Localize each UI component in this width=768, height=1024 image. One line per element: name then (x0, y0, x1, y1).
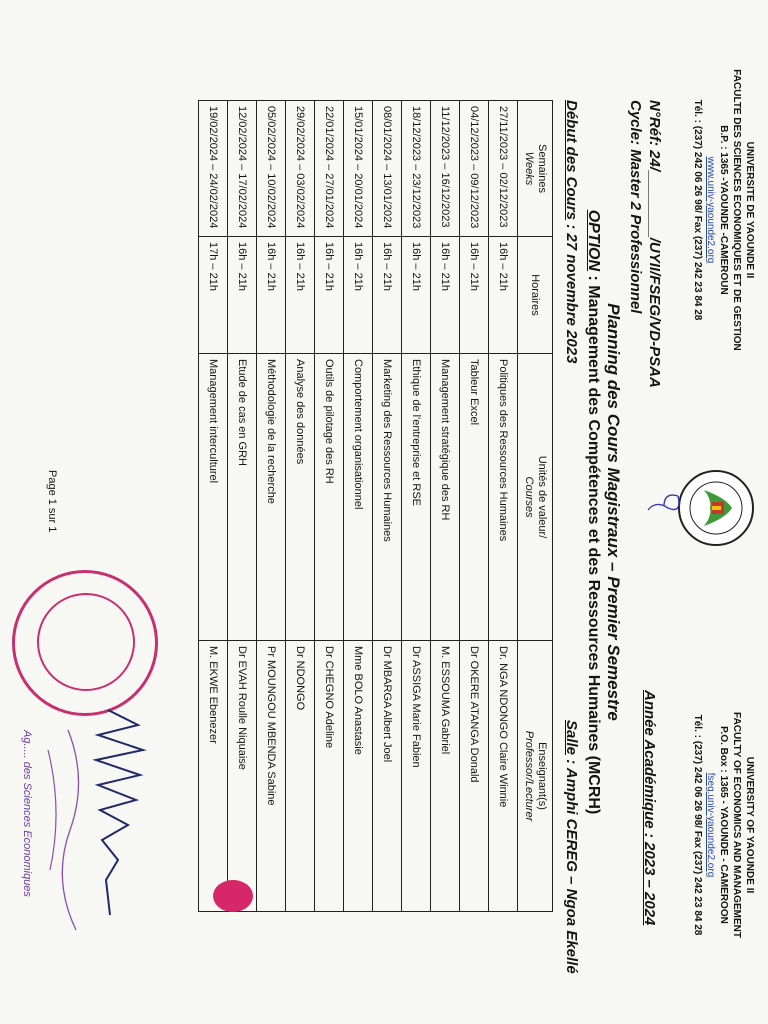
table-row (315, 101, 344, 912)
table-row (373, 101, 402, 912)
header-courses: Unités de valeur/ Courses (518, 354, 553, 641)
table-row (257, 101, 286, 912)
table-row (286, 101, 315, 912)
week-cell: 15/01/2024 – 20/01/2024 (344, 101, 373, 237)
table-row (402, 101, 431, 912)
option-value: : Management des Compétences et des Ressources Humaines (MCRH) (585, 271, 602, 815)
signature-caption: Ag..... des Sciences Economiques (21, 730, 33, 897)
lecturer-cell: Dr ASSIGA Marie Fabien (402, 641, 431, 912)
week-cell: 04/12/2023 – 09/12/2023 (460, 101, 489, 237)
start-line (563, 100, 580, 363)
phone-fr: Tél. : (237) 242 06 26 98/ Fax (237) 242 23 84 28 (692, 99, 703, 321)
university-logo (676, 468, 756, 548)
course-cell: Outils de pilotage des RH (315, 354, 344, 641)
course-cell: Tableur Excel (460, 354, 489, 641)
room-value: : Amphi CEREG – Ngoa Ekellé (563, 755, 580, 974)
hours-cell: 16h – 21h (489, 237, 518, 354)
option-line (584, 0, 602, 1024)
week-cell: 22/01/2024 – 27/01/2024 (315, 101, 344, 237)
table-row (199, 101, 228, 912)
lecturer-cell: Dr MBARGA Albert Joel (373, 641, 402, 912)
page-title: Planning des Cours Magistraux – Premier Semestre (604, 303, 623, 721)
week-cell: 18/12/2023 – 23/12/2023 (402, 101, 431, 237)
header-weeks: Semaines Weeks (518, 101, 553, 237)
page-number: Page 1 sur 1 (46, 470, 58, 533)
phone-en: Tél. : (237) 242 06 26 98/ Fax (237) 242 23 84 28 (692, 714, 703, 936)
faculty-en: FACULTY OF ECONOMICS AND MANAGEMENT (731, 712, 742, 938)
course-cell: Analyse des données (286, 354, 315, 641)
week-cell: 08/01/2024 – 13/01/2024 (373, 101, 402, 237)
hours-cell: 16h – 21h (373, 237, 402, 354)
course-cell: Marketing des Ressources Humaines (373, 354, 402, 641)
week-cell: 05/02/2024 – 10/02/2024 (257, 101, 286, 237)
lecturer-cell: Dr OKERE ATANGA Donald (460, 641, 489, 912)
hours-cell: 16h – 21h (431, 237, 460, 354)
table-row (228, 101, 257, 912)
signature (18, 700, 168, 960)
lecturer-cell: Mme BOLO Anastasie (344, 641, 373, 912)
start-label: Début des Cours (563, 100, 580, 221)
university-en: UNIVERSITY OF YAOUNDE II (744, 756, 755, 894)
hours-cell: 16h – 21h (257, 237, 286, 354)
ink-blot (213, 880, 253, 912)
start-value: : 27 novembre 2023 (563, 220, 580, 364)
table-row (489, 101, 518, 912)
week-cell: 12/02/2024 – 17/02/2024 (228, 101, 257, 237)
header-lecturer: Enseignant(s) Professor/Lecturer (518, 641, 553, 912)
course-cell: Méthodologie de la recherche (257, 354, 286, 641)
room-line (563, 720, 580, 974)
table-row (460, 101, 489, 912)
header-right (691, 660, 756, 990)
academic-year: Année Académique : 2023 – 2024 (641, 690, 658, 926)
lecturer-cell: M. EKWE Ebenezer (199, 641, 228, 912)
course-cell: Politiques des Ressources Humaines (489, 354, 518, 641)
table-row (431, 101, 460, 912)
course-cell: Management stratégique des RH (431, 354, 460, 641)
hours-cell: 16h – 21h (286, 237, 315, 354)
address-fr: B.P. : 1365 -YAOUNDE -CAMEROUN (718, 125, 729, 295)
reference-number: N°Réf: 24/________/UYII/FSEG/VD-PSAA (646, 100, 663, 388)
week-cell: 29/02/2024 – 03/02/2024 (286, 101, 315, 237)
option-label: OPTION (585, 209, 602, 272)
header-left (691, 60, 756, 360)
pen-mark (644, 488, 684, 518)
stamp-inner-ring (37, 593, 135, 691)
lecturer-cell: Dr. NGA NDONGO Claire Winnie (489, 641, 518, 912)
course-cell: Etude de cas en GRH (228, 354, 257, 641)
week-cell: 27/11/2023 – 02/12/2023 (489, 101, 518, 237)
hours-cell: 16h – 21h (315, 237, 344, 354)
lecturer-cell: Pr MOUNGOU MBENDA Sabine (257, 641, 286, 912)
website-link-en[interactable]: fseg.univ-yaounde2.org (705, 772, 716, 878)
university-fr: UNIVERSITE DE YAOUNDE II (744, 141, 755, 279)
schedule-table (198, 100, 553, 912)
official-stamp (12, 570, 158, 716)
hours-cell: 16h – 21h (344, 237, 373, 354)
hours-cell: 16h – 21h (460, 237, 489, 354)
header-hours: Horaires (518, 237, 553, 354)
table-header-row (518, 101, 553, 912)
week-cell: 11/12/2023 – 16/12/2023 (431, 101, 460, 237)
week-cell: 19/02/2024 – 24/02/2024 (199, 101, 228, 237)
course-cell: Management interculturel (199, 354, 228, 641)
table-row (344, 101, 373, 912)
course-cell: Comportement organisationnel (344, 354, 373, 641)
hours-cell: 17h – 21h (199, 237, 228, 354)
lecturer-cell: Dr NDONGO (286, 641, 315, 912)
room-label: Salle (563, 720, 580, 756)
cycle: Cycle: Master 2 Professionnel (627, 100, 644, 314)
lecturer-cell: Dr EVAH Roulle Niquaise (228, 641, 257, 912)
lecturer-cell: M. ESSOUMA Gabriel (431, 641, 460, 912)
hours-cell: 16h – 21h (228, 237, 257, 354)
lecturer-cell: Dr CHEGNO Adeline (315, 641, 344, 912)
faculty-fr: FACULTE DES SCIENCES ECONOMIQUES ET DE GESTION (731, 69, 742, 351)
course-cell: Ethique de l'entreprise et RSE (402, 354, 431, 641)
website-link-fr[interactable]: www.univ-yaounde2.org (705, 156, 716, 264)
address-en: P.O. Box : 1365 - YAOUNDE - CAMEROON (718, 726, 729, 924)
hours-cell: 16h – 21h (402, 237, 431, 354)
